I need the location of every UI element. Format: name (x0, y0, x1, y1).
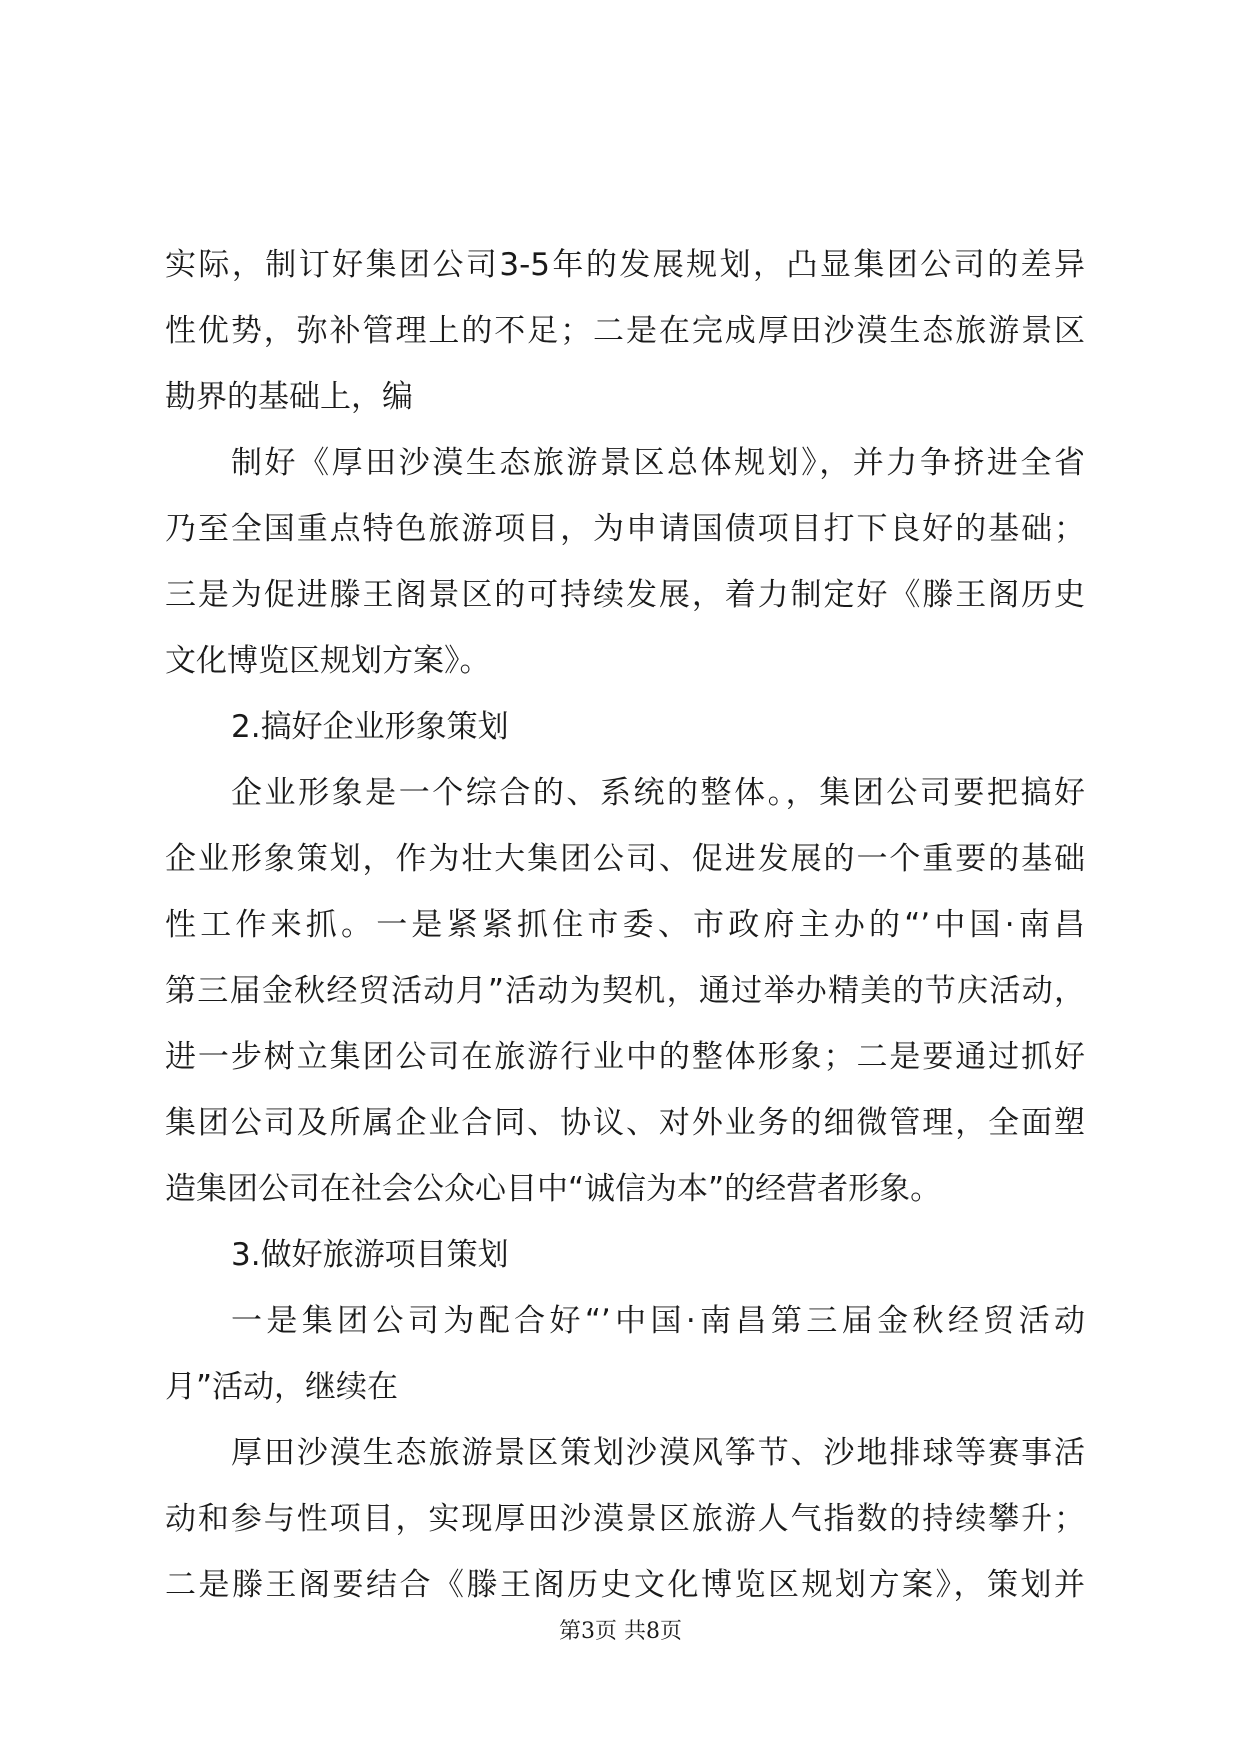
text-line: 制好《厚田沙漠生态旅游景区总体规划》，并力争挤进全省 (231, 445, 1085, 481)
text-line: 乃至全国重点特色旅游项目，为申请国债项目打下良好的基础； (165, 511, 1085, 547)
text-line: 第三届金秋经贸活动月”活动为契机，通过举办精美的节庆活动， (165, 973, 1085, 1009)
text-line: 进一步树立集团公司在旅游行业中的整体形象；二是要通过抓好 (165, 1039, 1085, 1075)
page-number-label: 第3页 共8页 (559, 1619, 682, 1644)
text-line: 三是为促进滕王阁景区的可持续发展，着力制定好《滕王阁历史 (165, 577, 1085, 613)
text-line: 文化博览区规划方案》。 (165, 643, 491, 679)
text-line: 性工作来抓。一是紧紧抓住市委、市政府主办的“’中国·南昌 (165, 907, 1085, 943)
text-line: 勘界的基础上，编 (165, 379, 413, 415)
text-line: 一是集团公司为配合好“’中国·南昌第三届金秋经贸活动 (231, 1303, 1085, 1339)
text-line: 性优势，弥补管理上的不足；二是在完成厚田沙漠生态旅游景区 (165, 313, 1085, 349)
text-line: 动和参与性项目，实现厚田沙漠景区旅游人气指数的持续攀升； (165, 1501, 1085, 1537)
text-line: 厚田沙漠生态旅游景区策划沙漠风筝节、沙地排球等赛事活 (231, 1435, 1085, 1471)
text-line: 实际，制订好集团公司3-5年的发展规划，凸显集团公司的差异 (165, 247, 1085, 283)
text-line: 二是滕王阁要结合《滕王阁历史文化博览区规划方案》，策划并 (165, 1567, 1085, 1603)
text-line: 2.搞好企业形象策划 (231, 709, 509, 745)
text-line: 造集团公司在社会公众心目中“诚信为本”的经营者形象。 (165, 1171, 942, 1207)
text-line: 3.做好旅游项目策划 (231, 1237, 509, 1273)
text-line: 企业形象是一个综合的、系统的整体。，集团公司要把搞好 (231, 775, 1085, 811)
page-footer (0, 1614, 1241, 1645)
text-line: 月”活动，继续在 (165, 1369, 399, 1405)
document-body (165, 232, 1085, 1618)
text-line: 集团公司及所属企业合同、协议、对外业务的细微管理，全面塑 (165, 1105, 1085, 1141)
text-line: 企业形象策划，作为壮大集团公司、促进发展的一个重要的基础 (165, 841, 1085, 877)
